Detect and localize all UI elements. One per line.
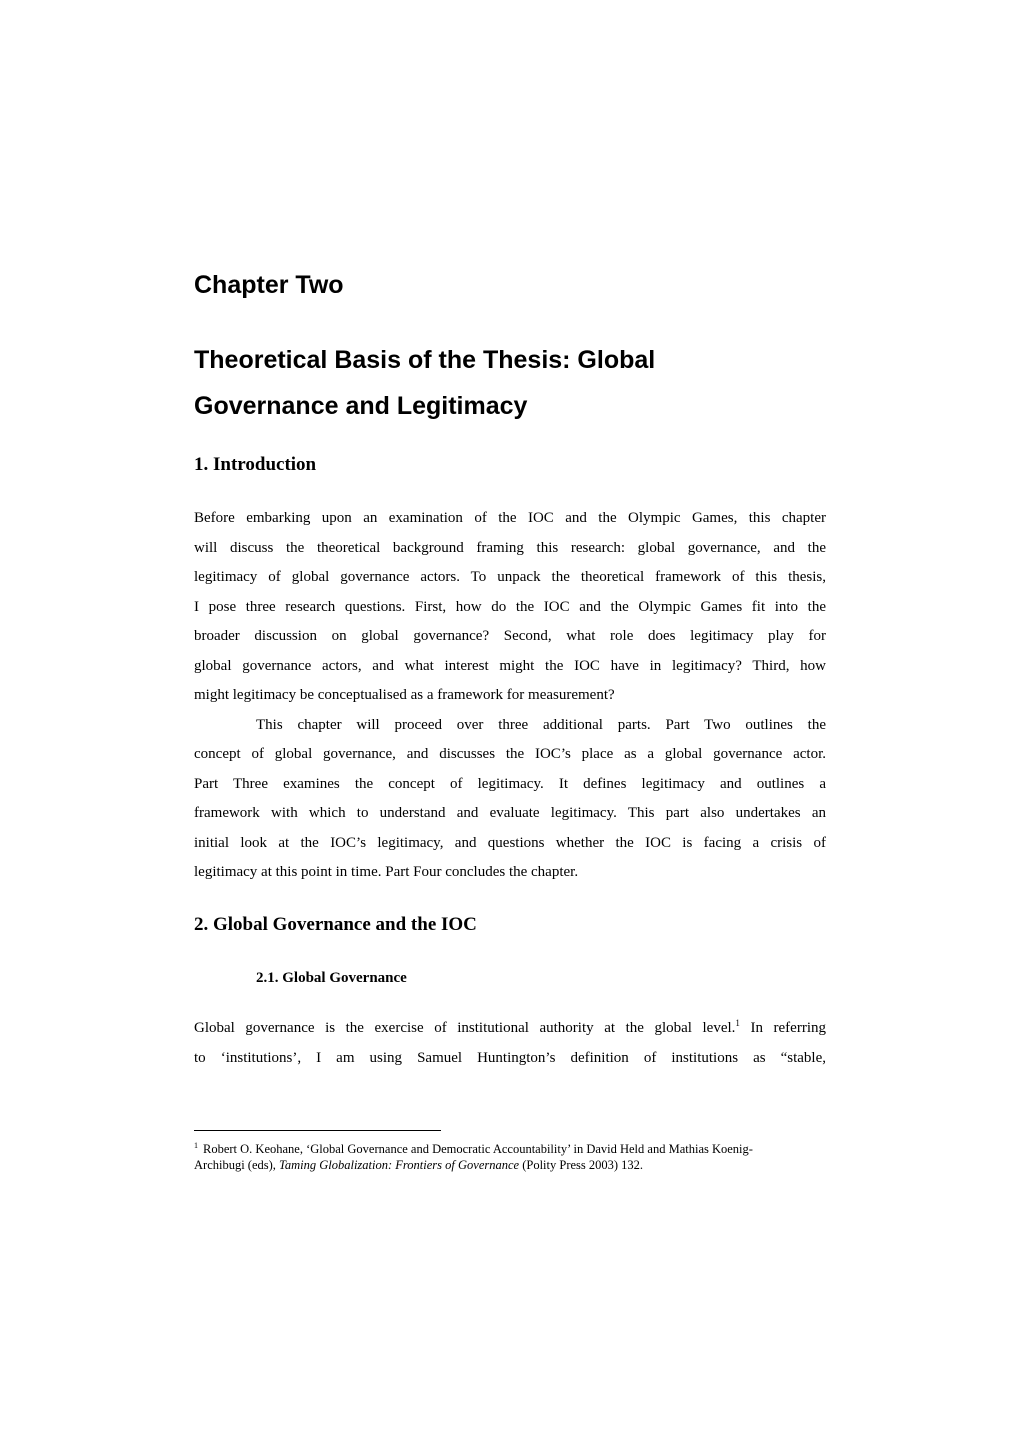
text-line: This chapter will proceed over three additional parts. Part Two outlines the [256, 717, 826, 733]
chapter-label: Chapter Two [194, 271, 344, 299]
footnote-text: Archibugi (eds), [194, 1158, 280, 1172]
text-line: to ‘institutions’, I am using Samuel Huntington’s definition of institutions as “stable, [194, 1050, 826, 1066]
footnote-line [194, 1157, 826, 1173]
text-line: Part Three examines the concept of legitimacy. It defines legitimacy and outlines a [194, 776, 826, 792]
text-line: initial look at the IOC’s legitimacy, and questions whether the IOC is facing a crisis of [194, 835, 826, 851]
text-line: might legitimacy be conceptualised as a framework for measurement? [194, 687, 615, 703]
text-line: Before embarking upon an examination of the IOC and the Olympic Games, this chapter [194, 510, 826, 526]
footnote-line [194, 1141, 826, 1157]
text-line: will discuss the theoretical background framing this research: global governance, and the [194, 540, 826, 556]
footnote-reference[interactable]: 1 [735, 1018, 740, 1028]
text-span: Global governance is the exercise of institutional authority at the global level. [194, 1020, 736, 1036]
text-line [194, 1017, 826, 1039]
text-line: framework with which to understand and evaluate legitimacy. This part also undertakes an [194, 805, 826, 821]
subsection-heading-global-governance: 2.1. Global Governance [256, 970, 407, 986]
text-line: legitimacy of global governance actors. To unpack the theoretical framework of this thesis, [194, 569, 826, 585]
footnote-text: Robert O. Keohane, ‘Global Governance and Democratic Accountability’ in David Held and Mathias Koenig- [203, 1142, 753, 1156]
footnote-separator [194, 1130, 441, 1131]
footnote-book-title: Taming Globalization: Frontiers of Governance [279, 1158, 520, 1172]
text-line: global governance actors, and what interest might the IOC have in legitimacy? Third, how [194, 658, 826, 674]
section-heading-introduction: 1. Introduction [194, 454, 317, 475]
section-heading-global-governance-ioc: 2. Global Governance and the IOC [194, 914, 477, 935]
chapter-title [194, 337, 826, 429]
text-line: concept of global governance, and discusses the IOC’s place as a global governance actor. [194, 746, 826, 762]
footnote-number: 1 [194, 1141, 198, 1150]
text-line: broader discussion on global governance? Second, what role does legitimacy play for [194, 628, 826, 644]
footnote-text: (Polity Press 2003) 132. [519, 1158, 644, 1172]
text-line: legitimacy at this point in time. Part Four concludes the chapter. [194, 864, 579, 880]
chapter-title-line: Theoretical Basis of the Thesis: Global [194, 346, 656, 374]
text-line: I pose three research questions. First, how do the IOC and the Olympic Games fit into the [194, 599, 826, 615]
chapter-title-line: Governance and Legitimacy [194, 392, 528, 420]
text-span: In referring [739, 1020, 826, 1036]
